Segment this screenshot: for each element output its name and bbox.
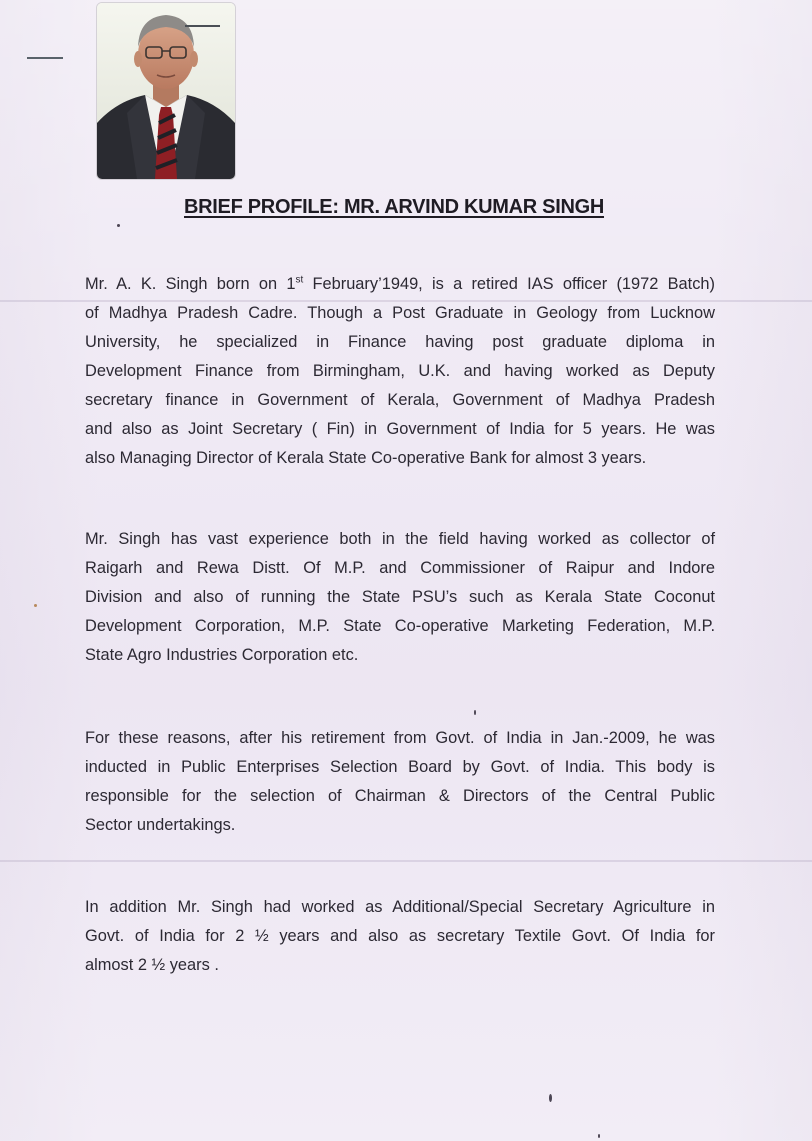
paragraph-line: inducted in Public Enterprises Selection Board by Govt. of India. This body is — [85, 758, 715, 776]
profile-paragraph-2 — [85, 525, 715, 670]
scan-speck — [34, 604, 37, 607]
paragraph-line: almost 2 ½ years . — [85, 956, 219, 974]
paragraph-line: secretary finance in Government of Kerala, Government of Madhya Pradesh — [85, 391, 715, 409]
profile-paragraph-1 — [85, 270, 715, 473]
profile-paragraph-4 — [85, 893, 715, 980]
paragraph-line: of Madhya Pradesh Cadre. Though a Post Graduate in Geology from Lucknow — [85, 304, 715, 322]
paragraph-line: and also as Joint Secretary ( Fin) in Government of India for 5 years. He was — [85, 420, 715, 438]
pen-stroke-mark — [185, 25, 220, 27]
scan-speck — [117, 224, 120, 227]
paragraph-line: University, he specialized in Finance having post graduate diploma in — [85, 333, 715, 351]
portrait-icon — [97, 3, 235, 179]
profile-paragraph-3 — [85, 724, 715, 840]
paragraph-line: Division and also of running the State PSU’s such as Kerala State Coconut — [85, 588, 715, 606]
paragraph-line: Development Finance from Birmingham, U.K. and having worked as Deputy — [85, 362, 715, 380]
paper-fold-line — [0, 860, 812, 862]
paragraph-line: responsible for the selection of Chairman & Directors of the Central Public — [85, 787, 715, 805]
scan-speck — [598, 1134, 600, 1138]
paragraph-line: State Agro Industries Corporation etc. — [85, 646, 359, 664]
page-title: BRIEF PROFILE: MR. ARVIND KUMAR SINGH — [184, 196, 605, 218]
paragraph-line: Sector undertakings. — [85, 816, 236, 834]
scan-speck — [549, 1094, 552, 1102]
paragraph-line: Raigarh and Rewa Distt. Of M.P. and Commissioner of Raipur and Indore — [85, 559, 715, 577]
margin-dash-mark — [27, 57, 63, 59]
paragraph-line: also Managing Director of Kerala State Co-operative Bank for almost 3 years. — [85, 449, 647, 467]
paragraph-line: Govt. of India for 2 ½ years and also as secretary Textile Govt. Of India for — [85, 927, 715, 945]
paragraph-line: Mr. A. K. Singh born on 1st February’1949, is a retired IAS officer (1972 Batch) — [85, 274, 715, 293]
paragraph-line: In addition Mr. Singh had worked as Additional/Special Secretary Agriculture in — [85, 898, 715, 916]
paragraph-line: Mr. Singh has vast experience both in the field having worked as collector of — [85, 530, 715, 548]
scan-speck — [474, 710, 476, 715]
paragraph-line: Development Corporation, M.P. State Co-operative Marketing Federation, M.P. — [85, 617, 715, 635]
profile-photo — [97, 3, 235, 179]
paragraph-line: For these reasons, after his retirement from Govt. of India in Jan.-2009, he was — [85, 729, 715, 747]
